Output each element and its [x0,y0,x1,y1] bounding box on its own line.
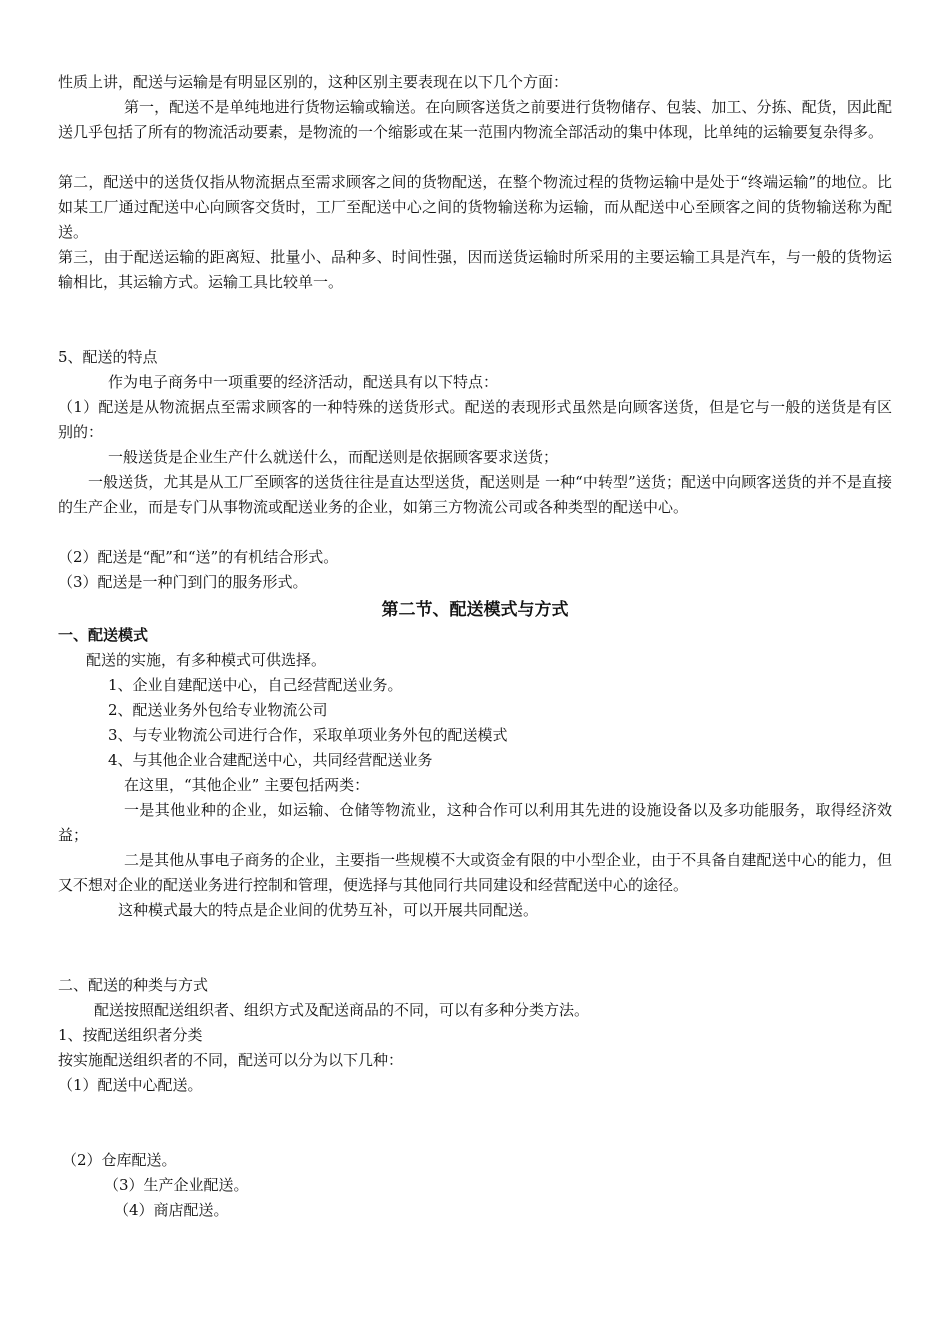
paragraph-other-enterprises: 在这里，“其他企业” 主要包括两类： [124,776,370,794]
paragraph-first-point: 第一，配送不是单纯地进行货物运输或输送。在向顾客送货之前要进行货物储存、包装、加工、分拣、配货，因此配送几乎包括了所有的物流活动要素，是物流的一个缩影或在某一范围内物流全部活动的集中体现，比单纯的运输要复杂得多。 [58,98,892,141]
spacer [58,295,892,345]
list-item-mode-2: 2、配送业务外包给专业物流公司 [108,701,328,719]
list-item-mode-3: 3、与专业物流公司进行合作，采取单项业务外包的配送模式 [108,726,508,744]
paragraph-types-intro: 配送按照配送组织者、组织方式及配送商品的不同，可以有多种分类方法。 [94,1001,590,1019]
heading-features: 5、配送的特点 [58,348,158,366]
paragraph-second-point: 第二，配送中的送货仅指从物流据点至需求顾客之间的货物配送，在整个物流过程的货物运输中是处于“终端运输”的地位。比如某工厂通过配送中心向顾客交货时，工厂至配送中心之间的货物输送称为运输，而从配送中心至顾客之间的货物输送称为配送。 [58,173,892,241]
heading-delivery-types: 二、配送的种类与方式 [58,976,209,994]
paragraph-third-point: 第三，由于配送运输的距离短、批量小、品种多、时间性强，因而送货运输时所采用的主要运输工具是汽车，与一般的货物运输相比，其运输方式。运输工具比较单一。 [58,248,892,291]
document-page [58,70,892,1223]
paragraph-type-two: 二是其他从事电子商务的企业，主要指一些规模不大或资金有限的中小型企业，由于不具备自建配送中心的能力，但又不想对企业的配送业务进行控制和管理，便选择与其他同行共同建设和经营配送中心的途径。 [58,851,892,894]
heading-delivery-modes: 一、配送模式 [58,626,149,644]
paragraph-mode-feature: 这种模式最大的特点是企业间的优势互补，可以开展共同配送。 [118,901,539,919]
paragraph-feature-1b: 一般送货，尤其是从工厂至顾客的送货往往是直达型送货，配送则是 一种“中转型”送货；配送中向顾客送货的并不是直接的生产企业，而是专门从事物流或配送业务的企业，如第三方物流公司或各种类型的配送中心。 [58,473,892,516]
list-item-type-2: （2）仓库配送。 [62,1151,177,1169]
list-item-type-3: （3）生产企业配送。 [104,1176,249,1194]
heading-by-organizer: 1、按配送组织者分类 [58,1026,203,1044]
section-title: 第二节、配送模式与方式 [381,600,569,620]
spacer [58,923,892,973]
paragraph-type-one: 一是其他业种的企业，如运输、仓储等物流业，这种合作可以利用其先进的设施设备以及多功能服务，取得经济效益； [58,801,892,844]
paragraph-feature-1a: 一般送货是企业生产什么就送什么，而配送则是依据顾客要求送货； [108,448,559,466]
paragraph-features-intro: 作为电子商务中一项重要的经济活动，配送具有以下特点： [108,373,499,391]
list-item-type-4: （4）商店配送。 [114,1201,229,1219]
list-item-mode-1: 1、企业自建配送中心，自己经营配送业务。 [108,676,403,694]
paragraph-feature-3: （3）配送是一种门到门的服务形式。 [58,573,308,591]
spacer [58,520,892,545]
paragraph-feature-2: （2）配送是“配”和“送”的有机结合形式。 [58,548,339,566]
list-item-type-1: （1）配送中心配送。 [58,1076,203,1094]
spacer [58,145,892,170]
paragraph-by-organizer: 按实施配送组织者的不同，配送可以分为以下几种： [58,1051,404,1069]
spacer [58,1098,892,1148]
paragraph-modes-intro: 配送的实施，有多种模式可供选择。 [86,651,327,669]
paragraph-feature-1: （1）配送是从物流据点至需求顾客的一种特殊的送货形式。配送的表现形式虽然是向顾客送货，但是它与一般的送货是有区别的： [58,398,892,441]
list-item-mode-4: 4、与其他企业合建配送中心，共同经营配送业务 [108,751,433,769]
paragraph-intro: 性质上讲，配送与运输是有明显区别的，这种区别主要表现在以下几个方面： [58,73,569,91]
